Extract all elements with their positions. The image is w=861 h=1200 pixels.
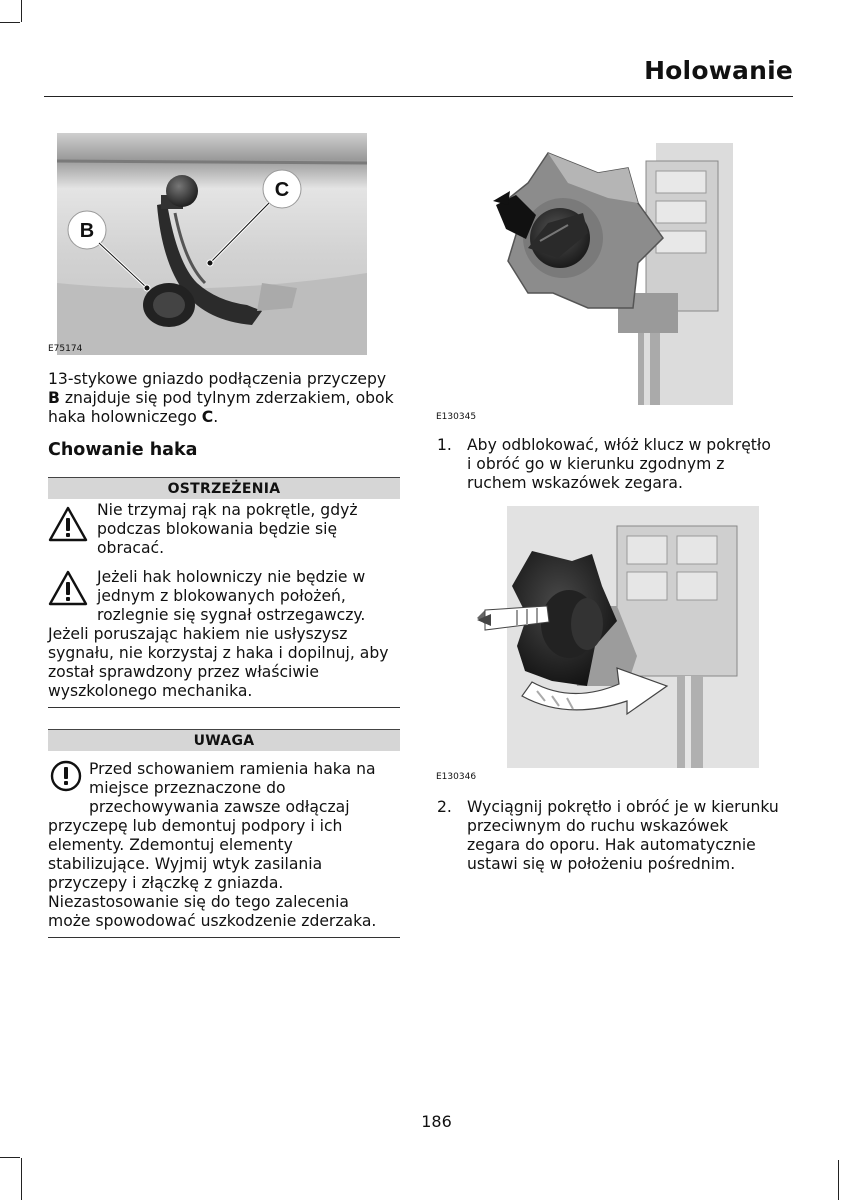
text-span: haka holowniczego — [48, 408, 202, 426]
text-line: Jeżeli poruszając hakiem nie usłyszysz — [48, 625, 348, 643]
text-line: Aby odblokować, włóż klucz w pokrętło — [467, 436, 771, 454]
text-line: miejsce przeznaczone do — [89, 779, 286, 797]
section-heading: Chowanie haka — [48, 440, 198, 460]
label-b: B — [79, 220, 95, 242]
text-line: przyczepę lub demontuj podpory i ich — [48, 817, 343, 835]
text-line: przeciwnym do ruchu wskazówek — [467, 817, 729, 835]
text-span: . — [213, 408, 219, 426]
notice-text-continued — [48, 817, 404, 931]
page-number: 186 — [421, 1112, 452, 1131]
text-line: ustawi się w położeniu pośrednim. — [467, 855, 736, 873]
text-line: i obróć go w kierunku zgodnym z — [467, 455, 725, 473]
step-number: 2. — [437, 798, 452, 816]
box-bottom-rule — [48, 707, 400, 708]
box-bottom-rule — [48, 937, 400, 938]
step-2 — [437, 798, 797, 878]
figure-knob-key — [488, 143, 733, 405]
warning-2-continued — [48, 625, 404, 701]
figure-code: E130345 — [436, 412, 477, 422]
text-line: Niezastosowanie się do tego zalecenia — [48, 893, 349, 911]
crop-mark — [21, 1158, 22, 1200]
crop-mark — [21, 0, 22, 22]
label-c: C — [274, 179, 290, 201]
text-line: elementy. Zdemontuj elementy — [48, 836, 293, 854]
figure-tow-hook — [57, 133, 367, 355]
crop-mark — [838, 1160, 839, 1200]
text-line: rozlegnie się sygnał ostrzegawczy. — [97, 606, 366, 624]
figure-code: E130346 — [436, 772, 477, 782]
step-number: 1. — [437, 436, 452, 454]
text-line: przechowywania zawsze odłączaj — [89, 798, 350, 816]
text-line: jednym z blokowanych położeń, — [97, 587, 346, 605]
text-line: Przed schowaniem ramienia haka na — [89, 760, 376, 778]
text-line: wyszkolonego mechanika. — [48, 682, 253, 700]
notice-text — [89, 760, 376, 817]
warning-triangle-icon — [48, 506, 88, 542]
crop-mark — [0, 1157, 20, 1158]
text-span: znajduje się pod tylnym zderzakiem, obok — [59, 389, 394, 407]
text-line: sygnału, nie korzystaj z haka i dopilnuj, aby — [48, 644, 389, 662]
warnings-header: OSTRZEŻENIA — [48, 477, 400, 499]
text-line: Wyciągnij pokrętło i obróć je w kierunku — [467, 798, 779, 816]
text-line: 13-stykowe gniazdo podłączenia przyczepy — [48, 370, 387, 388]
ref-c: C — [201, 408, 214, 426]
warning-1 — [97, 501, 358, 558]
step-text — [467, 798, 779, 874]
step-1 — [437, 436, 797, 496]
title-rule — [44, 96, 793, 97]
text-line: ruchem wskazówek zegara. — [467, 474, 683, 492]
text-line — [48, 389, 404, 408]
text-line: może spowodować uszkodzenie zderzaka. — [48, 912, 377, 930]
crop-mark — [0, 22, 20, 23]
figure-knob-rotate — [477, 506, 759, 768]
ref-b: B — [48, 389, 60, 407]
text-line — [48, 408, 404, 427]
text-line: stabilizujące. Wyjmij wtyk zasilania — [48, 855, 323, 873]
step-text — [467, 436, 771, 493]
warning-2 — [97, 568, 365, 625]
exclamation-circle-icon — [50, 760, 82, 792]
text-line: zegara do oporu. Hak automatycznie — [467, 836, 756, 854]
text-line: został sprawdzony przez właściwie — [48, 663, 320, 681]
figure-code: E75174 — [48, 344, 83, 354]
text-line: Nie trzymaj rąk na pokrętle, gdyż — [97, 501, 358, 519]
intro-paragraph — [48, 370, 404, 427]
text-line: Jeżeli hak holowniczy nie będzie w — [97, 568, 366, 586]
text-line: przyczepy i złączkę z gniazda. — [48, 874, 284, 892]
warning-triangle-icon — [48, 570, 88, 606]
page-title: Holowanie — [644, 56, 793, 85]
text-line: podczas blokowania będzie się — [97, 520, 338, 538]
notice-header: UWAGA — [48, 729, 400, 751]
text-line: obracać. — [97, 539, 165, 557]
